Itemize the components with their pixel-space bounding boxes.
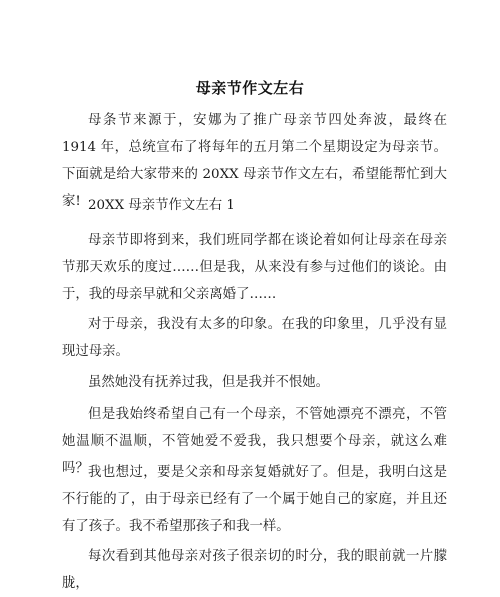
paragraph-2: 对于母亲，我没有太多的印象。在我的印象里，几乎没有显现过母亲。 — [62, 317, 447, 359]
paragraph-1: 母亲节即将到来，我们班同学都在谈论着如何让母亲在母亲节那天欢乐的度过……但是我，从来没有参与过他们的谈论。由于，我的母亲早就和父亲离婚了…… — [62, 233, 447, 302]
section-heading: 20XX 母亲节作文左右 1 — [88, 198, 235, 213]
paragraph-3: 虽然她没有抚养过我，但是我并不恨她。 — [88, 375, 330, 390]
paragraph-4: 但是我始终希望自己有一个母亲，不管她漂亮不漂亮，不管她温顺不温顺，不管她爱不爱我，我只想要个母亲，就这么难吗？ — [62, 407, 447, 476]
paragraph-6: 每次看到其他母亲对孩子很亲切的时分，我的眼前就一片朦胧， — [62, 549, 447, 591]
document-title: 母亲节作文左右 — [195, 79, 305, 97]
paragraph-5: 我也想过，要是父亲和母亲复婚就好了。但是，我明白这是不行能的了，由于母亲已经有了一个属于她自己的家庭，并且还有了孩子。我不希望那孩子和我一样。 — [62, 465, 447, 534]
intro-paragraph: 母条节来源于，安娜为了推广母亲节四处奔波，最终在 1914 年，总统宣布了将每年的五月第二个星期设定为母亲节。下面就是给大家带来的 20XX 母亲节作文左右，希望能帮忙到大家! — [62, 113, 447, 209]
